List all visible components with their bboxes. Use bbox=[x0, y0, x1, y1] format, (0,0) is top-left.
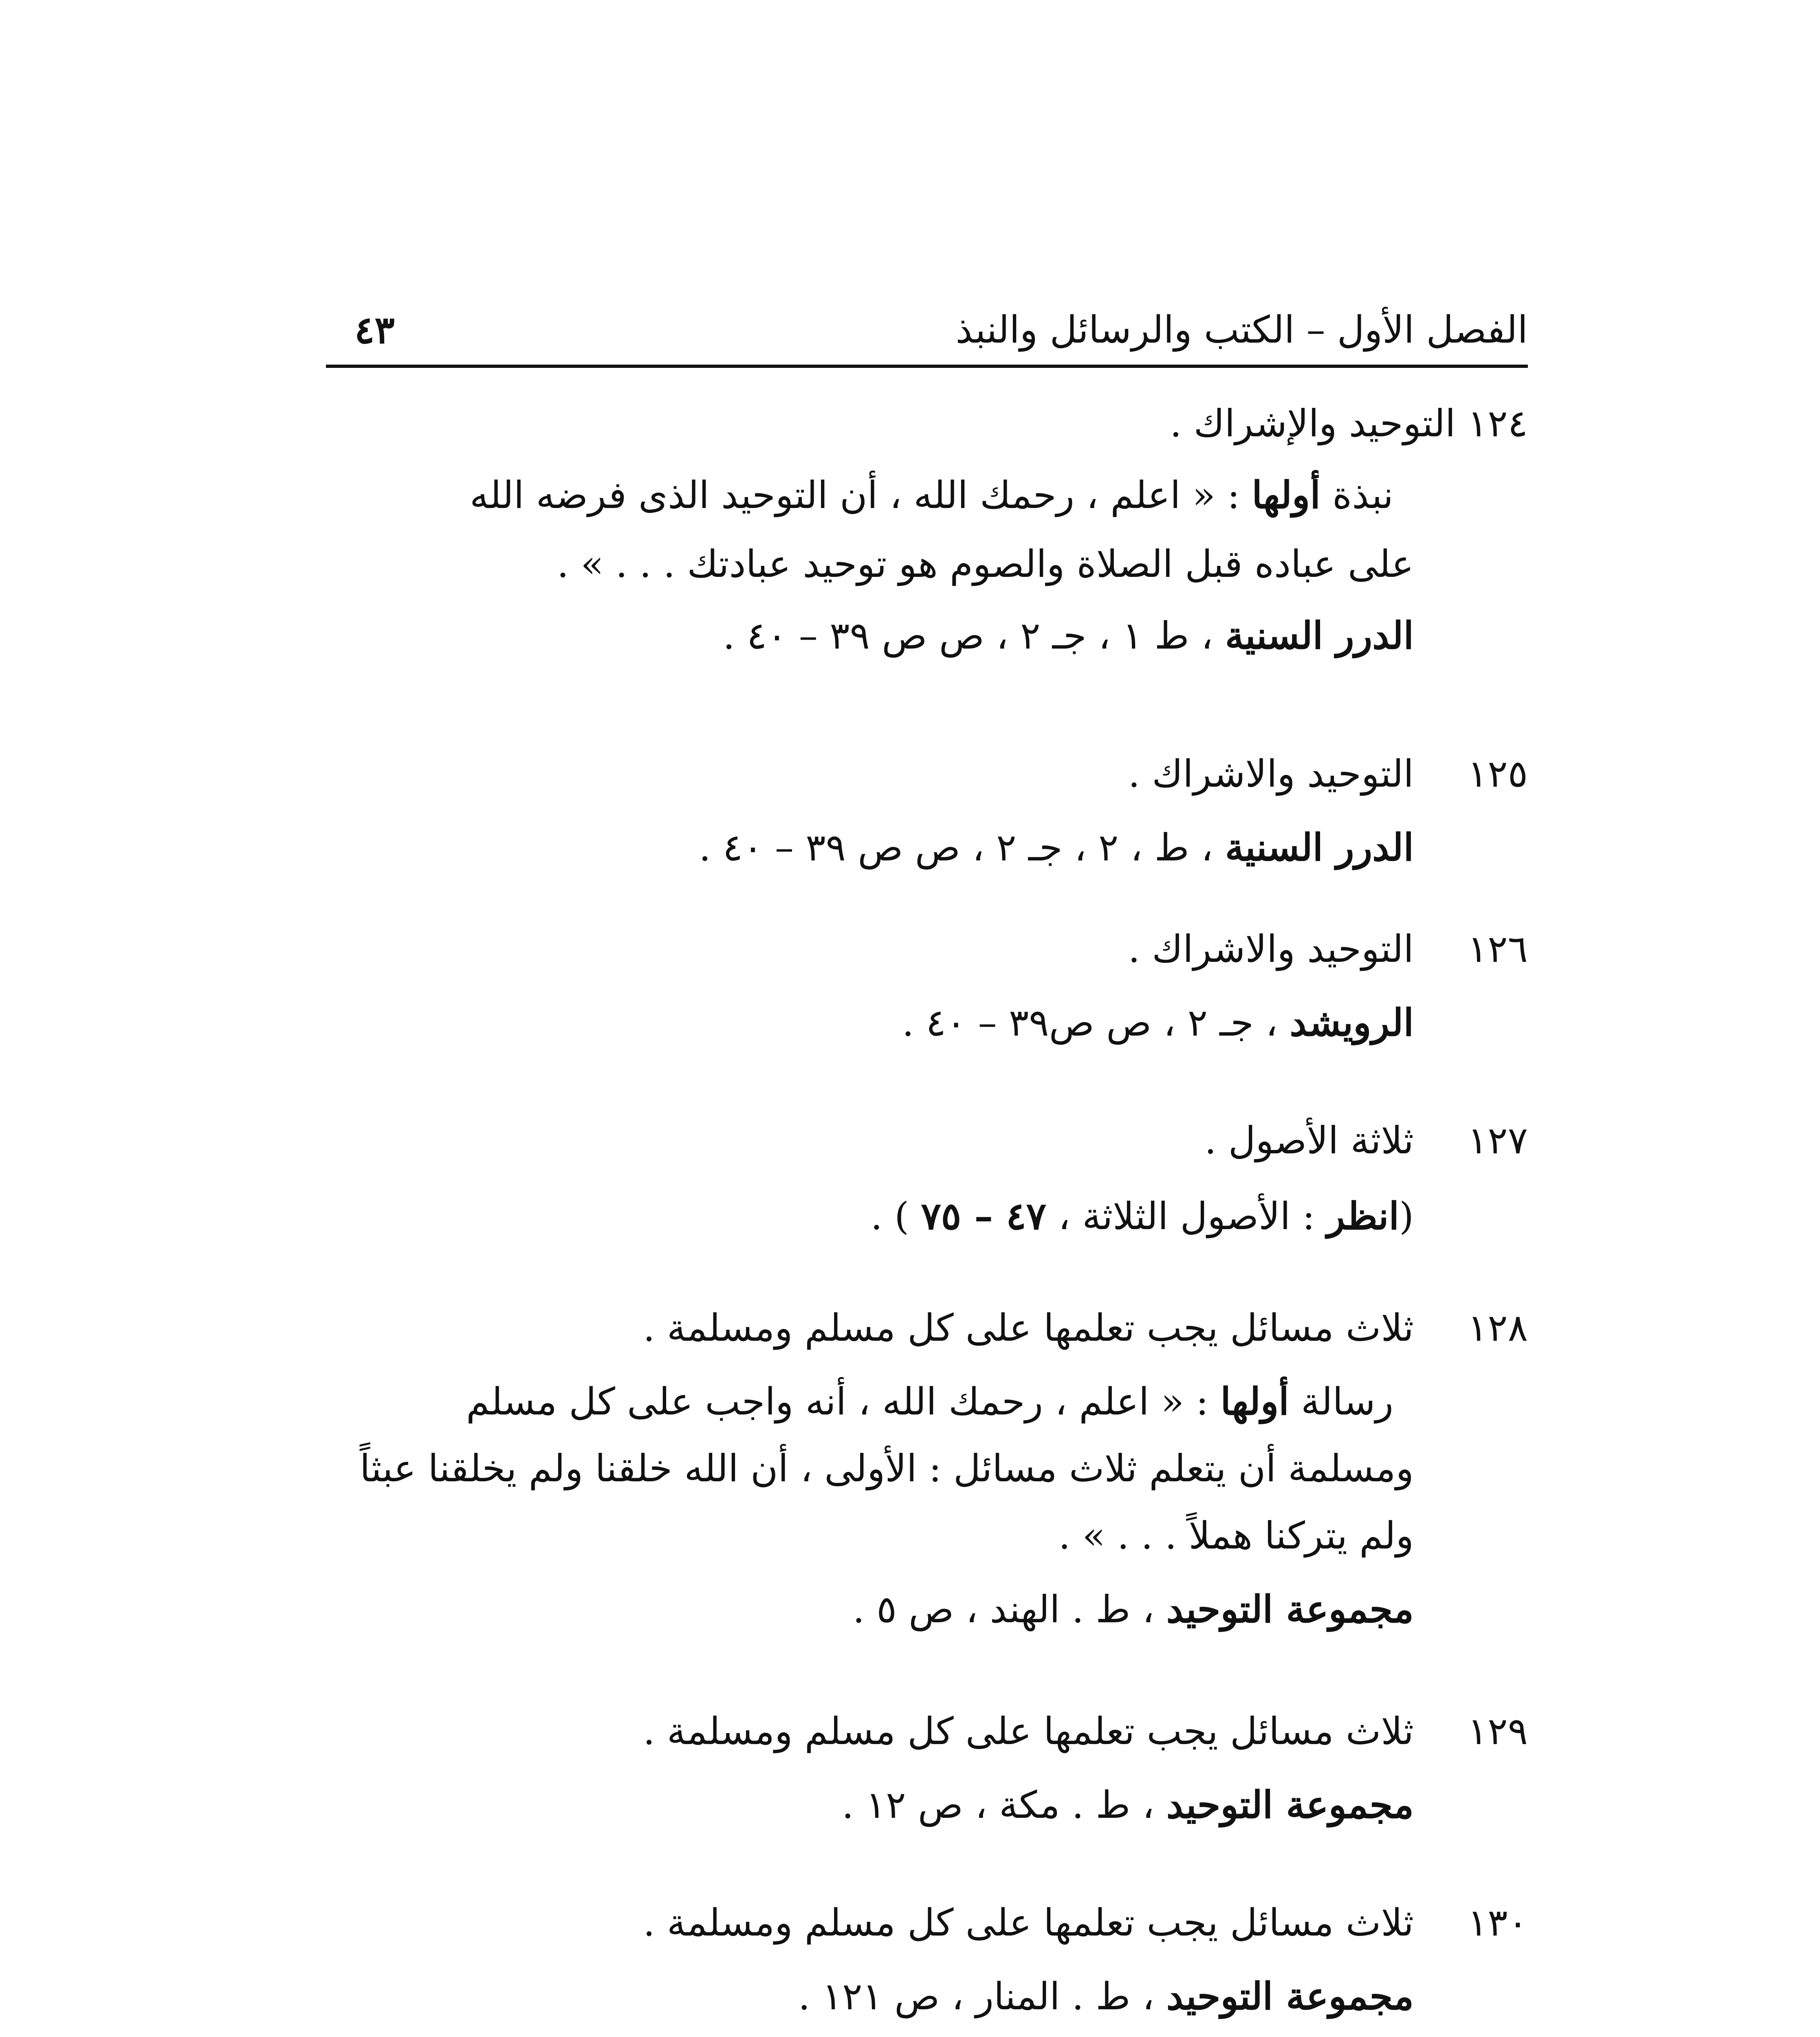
source-ref: ، ط ، ٢ ، جـ ٢ ، ص ص ٣٩ – ٤٠ . bbox=[699, 826, 1213, 869]
quote-line-1 bbox=[470, 466, 1393, 524]
entry-127 bbox=[326, 1112, 1528, 1247]
quote-line-1 bbox=[466, 1373, 1393, 1430]
entry-125 bbox=[326, 746, 1528, 880]
entry-title: التوحيد والإشراك . bbox=[1170, 402, 1456, 445]
reference-line bbox=[853, 1581, 1414, 1638]
source-ref: ، ط . الهند ، ص ٥ . bbox=[852, 1588, 1155, 1631]
reference-line bbox=[699, 819, 1414, 876]
quote-line-2: على عباده قبل الصلاة والصوم هو توحيد عبادتك . . . » . bbox=[557, 542, 1414, 586]
page-number: ٤٣ bbox=[354, 308, 395, 352]
chapter-title: الفصل الأول – الكتب والرسائل والنبذ bbox=[955, 308, 1528, 352]
entry-129 bbox=[326, 1703, 1528, 1837]
see-numbers: ٤٧ – ٧٥ bbox=[921, 1194, 1047, 1238]
see-close: ) . bbox=[870, 1194, 909, 1238]
entry-title-line bbox=[1170, 395, 1528, 452]
see-label: انظر bbox=[1327, 1194, 1400, 1238]
quote-label: أولها bbox=[1252, 473, 1320, 517]
entry-title: ثلاث مسائل يجب تعلمها على كل مسلم ومسلمة . bbox=[643, 1901, 1414, 1945]
entry-number: ١٢٦ bbox=[1467, 927, 1528, 971]
see-text: : الأصول الثلاثة ، bbox=[1058, 1194, 1315, 1238]
entry-number: ١٢٩ bbox=[1467, 1709, 1528, 1753]
quote-label: أولها bbox=[1220, 1379, 1289, 1423]
entry-number: ١٢٤ bbox=[1467, 402, 1528, 445]
quote-intro: رسالة bbox=[1301, 1380, 1393, 1423]
entry-number: ١٢٧ bbox=[1467, 1119, 1528, 1162]
quote-text: : « اعلم ، رحمك الله ، أن التوحيد الذى فرضه الله bbox=[469, 473, 1240, 517]
entry-126 bbox=[326, 921, 1528, 1055]
quote-text: : « اعلم ، رحمك الله ، أنه واجب على كل مسلم bbox=[466, 1380, 1209, 1423]
entry-title: التوحيد والاشراك . bbox=[1128, 927, 1414, 971]
see-also-line bbox=[871, 1188, 1414, 1245]
reference-line bbox=[723, 607, 1414, 664]
reference-line bbox=[842, 1776, 1414, 1833]
source-name: الرويشد bbox=[1290, 1001, 1414, 1045]
source-ref: ، جـ ٢ ، ص ص٣٩ – ٤٠ . bbox=[902, 1001, 1278, 1045]
source-ref: ، ط . المنار ، ص ١٢١ . bbox=[798, 1975, 1155, 2018]
source-ref: ، ط ١ ، جـ ٢ ، ص ص ٣٩ – ٤٠ . bbox=[723, 614, 1213, 658]
entry-title: ثلاث مسائل يجب تعلمها على كل مسلم ومسلمة . bbox=[643, 1306, 1414, 1350]
entry-title: ثلاث مسائل يجب تعلمها على كل مسلم ومسلمة . bbox=[643, 1709, 1414, 1753]
quote-line-3: ولم يتركنا هملاً . . . » . bbox=[1059, 1514, 1414, 1557]
source-name: مجموعة التوحيد bbox=[1166, 1974, 1414, 2018]
entry-130 bbox=[326, 1894, 1528, 2029]
source-name: مجموعة التوحيد bbox=[1166, 1587, 1414, 1631]
quote-intro: نبذة bbox=[1320, 473, 1393, 517]
entry-number: ١٢٥ bbox=[1467, 752, 1528, 796]
source-ref: ، ط . مكة ، ص ١٢ . bbox=[842, 1783, 1155, 1827]
source-name: مجموعة التوحيد bbox=[1166, 1783, 1414, 1827]
running-header bbox=[326, 301, 1528, 359]
source-name: الدرر السنية bbox=[1225, 825, 1414, 869]
reference-line bbox=[902, 994, 1414, 1051]
entry-number: ١٢٨ bbox=[1467, 1306, 1528, 1350]
entry-title: ثلاثة الأصول . bbox=[1204, 1119, 1414, 1162]
quote-line-2: ومسلمة أن يتعلم ثلاث مسائل : الأولى ، أن الله خلقنا ولم يخلقنا عبثاً bbox=[359, 1447, 1414, 1490]
source-name: الدرر السنية bbox=[1225, 614, 1414, 658]
entry-number: ١٣٠ bbox=[1467, 1901, 1528, 1945]
reference-line bbox=[798, 1968, 1414, 2025]
see-open: ( bbox=[1399, 1194, 1414, 1238]
header-rule bbox=[326, 365, 1528, 368]
entry-124 bbox=[326, 395, 1528, 672]
entry-128 bbox=[326, 1300, 1528, 1666]
entry-title: التوحيد والاشراك . bbox=[1128, 752, 1414, 796]
